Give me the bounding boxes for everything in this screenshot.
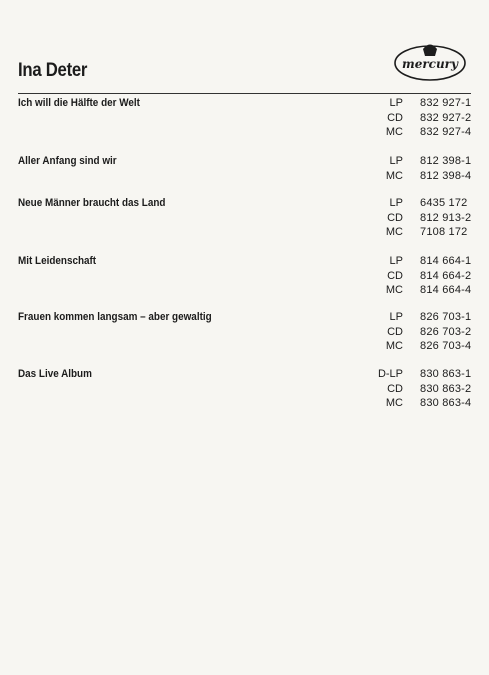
catalog-number: 832 927-4 bbox=[420, 126, 472, 138]
album-title: Ich will die Hälfte der Welt bbox=[18, 97, 140, 109]
catalog-number: 814 664-2 bbox=[420, 269, 472, 282]
catalog-number: 826 703-1 bbox=[420, 311, 472, 323]
catalog-number: 814 664-1 bbox=[420, 255, 472, 267]
release-row bbox=[0, 326, 489, 340]
release-format: MC bbox=[385, 126, 403, 138]
release-format: D-LP bbox=[377, 368, 403, 380]
release-row bbox=[0, 212, 489, 226]
catalog-number: 830 863-2 bbox=[420, 382, 472, 395]
release-row bbox=[0, 311, 489, 325]
release-format: CD bbox=[387, 382, 403, 395]
release-row bbox=[0, 368, 489, 382]
header-rule bbox=[18, 93, 471, 94]
catalog-number: 812 398-4 bbox=[420, 169, 472, 182]
release-format: MC bbox=[385, 226, 403, 238]
release-format: CD bbox=[387, 111, 403, 124]
release-row bbox=[0, 112, 489, 126]
release-row bbox=[0, 126, 489, 140]
release-row bbox=[0, 226, 489, 240]
catalog-number: 832 927-1 bbox=[420, 97, 472, 109]
album-title: Neue Männer braucht das Land bbox=[18, 197, 166, 209]
release-row bbox=[0, 197, 489, 211]
release-row bbox=[0, 255, 489, 269]
release-format: LP bbox=[389, 311, 403, 323]
catalog-number: 812 398-1 bbox=[420, 155, 472, 167]
release-row bbox=[0, 170, 489, 184]
release-row bbox=[0, 284, 489, 298]
catalog-number: 6435 172 bbox=[420, 197, 468, 209]
release-format: CD bbox=[387, 269, 403, 282]
catalog-number: 826 703-2 bbox=[420, 325, 472, 338]
album-title: Aller Anfang sind wir bbox=[18, 155, 117, 167]
release-format: MC bbox=[385, 284, 403, 296]
release-format: LP bbox=[389, 255, 403, 267]
release-format: LP bbox=[389, 197, 403, 209]
album-title: Das Live Album bbox=[18, 368, 92, 380]
catalog-number: 830 863-4 bbox=[420, 397, 472, 409]
logo-text: mercury bbox=[402, 57, 458, 71]
artist-name: Ina Deter bbox=[18, 60, 88, 81]
release-row bbox=[0, 397, 489, 411]
release-format: CD bbox=[387, 211, 403, 224]
catalog-number: 830 863-1 bbox=[420, 368, 472, 380]
release-format: MC bbox=[385, 340, 403, 352]
catalog-number: 832 927-2 bbox=[420, 111, 472, 124]
album-title: Mit Leidenschaft bbox=[18, 255, 97, 267]
release-row bbox=[0, 270, 489, 284]
album-title: Frauen kommen langsam – aber gewaltig bbox=[18, 311, 212, 323]
catalog-number: 826 703-4 bbox=[420, 340, 472, 352]
catalog-number: 7108 172 bbox=[420, 226, 468, 238]
catalog-number: 814 664-4 bbox=[420, 284, 472, 296]
mercury-logo-icon bbox=[392, 40, 468, 84]
release-row bbox=[0, 155, 489, 169]
release-format: LP bbox=[389, 155, 403, 167]
release-row bbox=[0, 97, 489, 111]
release-row bbox=[0, 340, 489, 354]
release-format: LP bbox=[389, 97, 403, 109]
release-format: MC bbox=[385, 169, 403, 182]
release-format: CD bbox=[387, 325, 403, 338]
catalog-number: 812 913-2 bbox=[420, 211, 472, 224]
release-format: MC bbox=[385, 397, 403, 409]
release-row bbox=[0, 383, 489, 397]
